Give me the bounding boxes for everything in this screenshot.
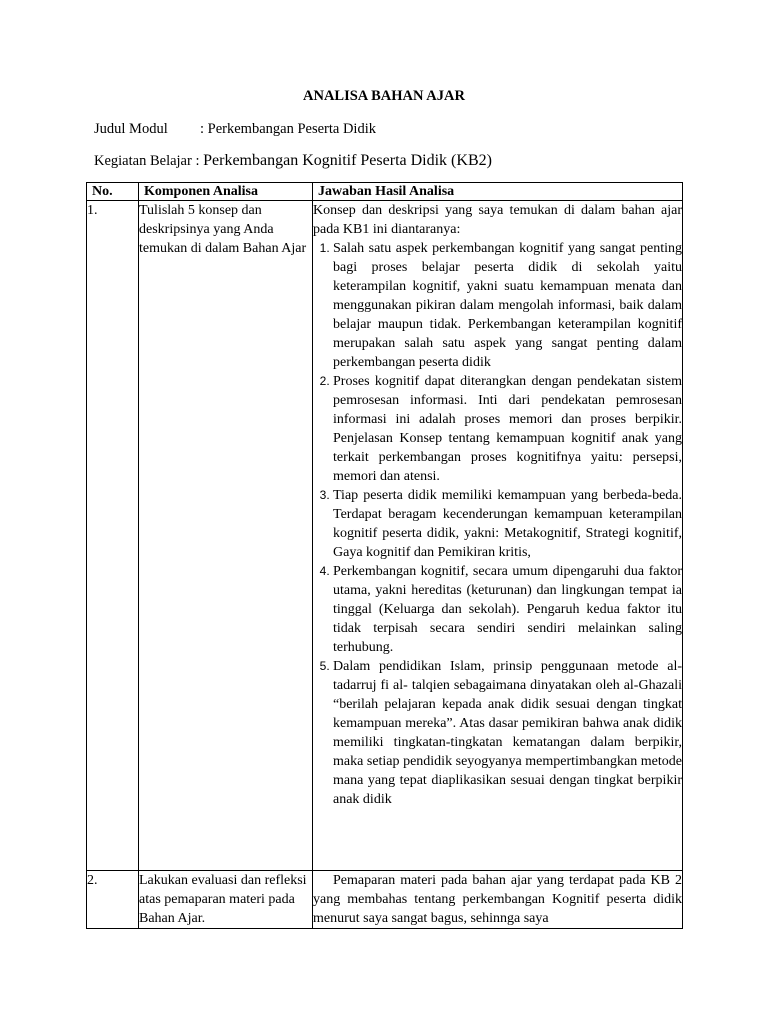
concept-list: [313, 239, 682, 809]
judul-modul-value: : Perkembangan Peserta Didik: [200, 121, 376, 137]
analysis-table: [86, 182, 683, 929]
answer-intro: Konsep dan deskripsi yang saya temukan di dalam bahan ajar pada KB1 ini diantaranya:: [313, 203, 682, 237]
answer-paragraph: Pemaparan materi pada bahan ajar yang terdapat pada KB 2 yang membahas tentang perkembangan Kognitif peserta didik menurut saya sangat bagus, sehinnga saya: [313, 873, 682, 926]
row-answer: [313, 871, 683, 929]
list-item: 5. Dalam pendidikan Islam, prinsip penggunaan metode al-tadarruj fi al- talqien sebagaimana dinyatakan oleh al-Ghazali “berilah pelajaran kepada anak didik sesuai dengan tingkat kemampuan mereka”. Atas dasar pemikiran bahwa anak didik memiliki tingkatan-tingkatan kematangan dalam berpikir, maka setiap pendidik seyogyanya mempertimbangkan metode mana yang tepat diaplikasikan sesuai dengan tingkat berpikir anak didik: [333, 657, 682, 809]
list-item: 2. Proses kognitif dapat diterangkan dengan pendekatan sistem pemrosesan informasi. Inti dari pendekatan pemrosesan informasi ini adalah proses memori dan proses berpikir. Penjelasan Konsep tentang kemampuan kognitif anak yang terkait perkembangan proses kognitifnya yaitu: persepsi, memori dan atensi.: [333, 372, 682, 486]
table-row: [87, 871, 683, 929]
list-item: 4. Perkembangan kognitif, secara umum dipengaruhi dua faktor utama, yakni hereditas (keturunan) dan lingkungan tempat ia tinggal (Keluarga dan sekolah). Pengaruh kedua faktor itu tidak terpisah secara sendiri sendiri melainkan saling terhubung.: [333, 562, 682, 657]
kegiatan-belajar-value: Perkembangan Kognitif Peserta Didik (KB2): [203, 152, 492, 169]
table-row: [87, 201, 683, 871]
kegiatan-belajar-label: Kegiatan Belajar :: [94, 153, 204, 169]
row-komponen: Lakukan evaluasi dan refleksi atas pemaparan materi pada Bahan Ajar.: [139, 871, 313, 929]
judul-modul-label: Judul Modul: [94, 121, 168, 137]
judul-modul-line: [94, 120, 376, 139]
row-number: 2.: [87, 871, 139, 929]
row-number: 1.: [87, 201, 139, 871]
table-header-row: [87, 183, 683, 201]
header-jawaban: Jawaban Hasil Analisa: [313, 183, 683, 201]
document-title: ANALISA BAHAN AJAR: [303, 88, 465, 104]
kegiatan-belajar-line: [94, 151, 492, 171]
header-komponen: Komponen Analisa: [139, 183, 313, 201]
row-answer: [313, 201, 683, 871]
row-komponen: Tulislah 5 konsep dan deskripsinya yang Anda temukan di dalam Bahan Ajar: [139, 201, 313, 871]
header-no: No.: [87, 183, 139, 201]
list-item: 1. Salah satu aspek perkembangan kognitif yang sangat penting bagi proses belajar peserta didik di sekolah yaitu keterampilan kognitif, yakni suatu kemampuan menata dan menggunakan pikiran dalam mengolah informasi, baik dalam belajar maupun tidak. Perkembangan keterampilan kognitif merupakan salah satu aspek yang sangat penting dalam perkembangan peserta didik: [333, 239, 682, 372]
list-item: 3. Tiap peserta didik memiliki kemampuan yang berbeda-beda. Terdapat beragam kecenderungan kemampuan keterampilan kognitif peserta didik, yakni: Metakognitif, Strategi kognitif, Gaya kognitif dan Pemikiran kritis,: [333, 486, 682, 562]
